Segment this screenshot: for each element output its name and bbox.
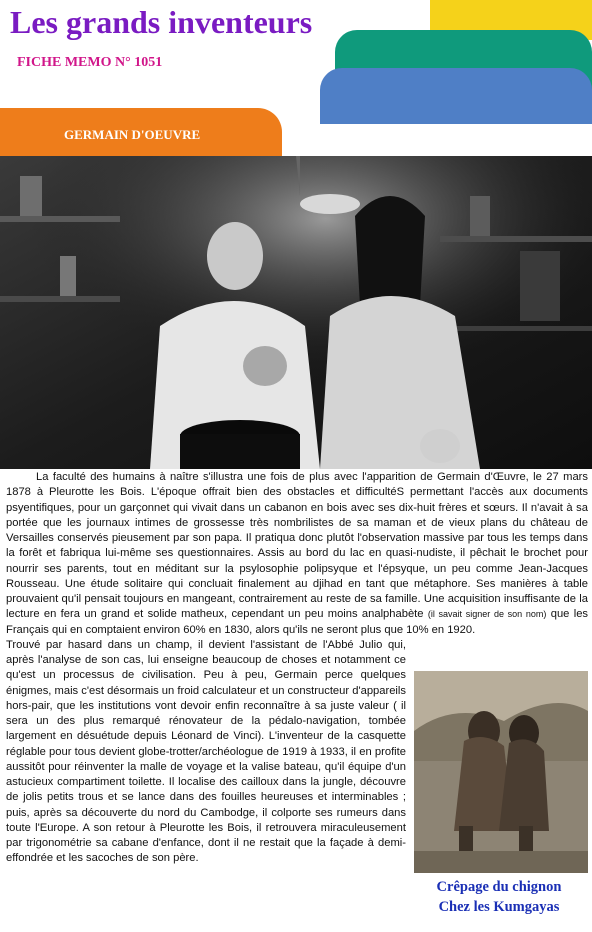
page-title: Les grands inventeurs bbox=[10, 4, 313, 40]
main-photo bbox=[0, 156, 592, 469]
article-paragraph bbox=[6, 470, 588, 638]
article-part-4: A son retour à Pleurotte les Bois, il retrouvera miraculeusement par trigonométrie sa cabane d'enfance, dont il ne restait que la façade à demi-effondrée et les sacoches de son père. bbox=[6, 821, 406, 865]
decor-band-blue bbox=[320, 68, 592, 124]
article-part-2: que les Français qui en comptaient environ 60% en 1830, alors qu'ils ne seront plus que 10% en 1920. bbox=[6, 608, 589, 636]
inset-caption-line-2: Chez les Kumgayas bbox=[438, 899, 560, 915]
article-aside: (il savait signer de son nom) bbox=[427, 609, 547, 620]
memo-number: FICHE MEMO N° 1051 bbox=[17, 55, 163, 70]
vintage-photo-icon bbox=[414, 671, 588, 873]
inset-caption bbox=[406, 877, 592, 917]
page-header bbox=[0, 0, 592, 156]
inset-photo bbox=[414, 671, 588, 873]
inset-caption-line-1: Crêpage du chignon bbox=[436, 879, 562, 895]
article-part-1: La faculté des humains à naître s'illustra une fois de plus avec l'apparition de Germain d'Œuvre, le 27 mars 1878 à Pleurotte les Bois. L'époque offrait bien des obstacles et difficultéS permettant l'accès aux documents psyentifiques, pour un garçonnet qui vivait dans un cabanon en bois avec ses dix-huit frères et sœurs. Il n'avait à sa portée que les journaux intimes de grossesse très nombrilistes de sa maman et de vieux plans du château de Versailles conservés pieusement par son papa. Il pratiqua donc plutôt l'observation massive par tous les temps dans la forêt et fabriqua lui-même ses questionnaires. Assis au bord du lac en quasi-nudiste, il pêchait le brochet pour nourrir ses parents, tout en méditant sur la psylosophie polipsyque et l'épsyque, un peu comme Jean-Jacques Rousseau. Une étude solitaire qui concluait finalement au djihad en tant que métaphore. Ses manières à table prouvaient qu'il pensait toujours en mangeant, contrairement au reste de sa famille. Une acquisition insuffisante de la lecture en fera un grand et solide matheux, cependant un peu moins analphabète bbox=[6, 471, 588, 621]
film-still-photo-icon bbox=[0, 156, 592, 469]
article-continued bbox=[6, 638, 406, 867]
section-name: GERMAIN D'OEUVRE bbox=[64, 127, 201, 142]
article-part-3: Trouvé par hasard dans un champ, il devient l'assistant de l'Abbé Julio qui, après l'analyse de son cas, lui enseigne beaucoup de choses et notamment ce qu'est un processus de civilisation. Peu à peu, Germain perce quelques énigmes, mais c'est désormais un froid calculateur et un constructeur d'appareils hors-pair, que les institutions vont devoir enfin reconnaître à sa juste valeur ( il sera un des plus remarqué rénovateur de la pédalo-navigation, tombée largement en désuétude depuis Léonard de Vinci). L'inventeur de la casquette réglable pour tous devient globe-trotter/archéologue de 1919 à 1933, il en profite aussitôt pour réinventer la malle de voyage et la valise bateau, qu'il équipe d'un astucieux compartiment toilette. Il localise des cailloux dans la jungle, découvre de jolis petits trous et se lance dans des fouilles heureuses et interminables ; puis, après sa découverte du nord du Cambodge, il colporte ses rumeurs dans toute l'Europe. bbox=[6, 638, 406, 834]
